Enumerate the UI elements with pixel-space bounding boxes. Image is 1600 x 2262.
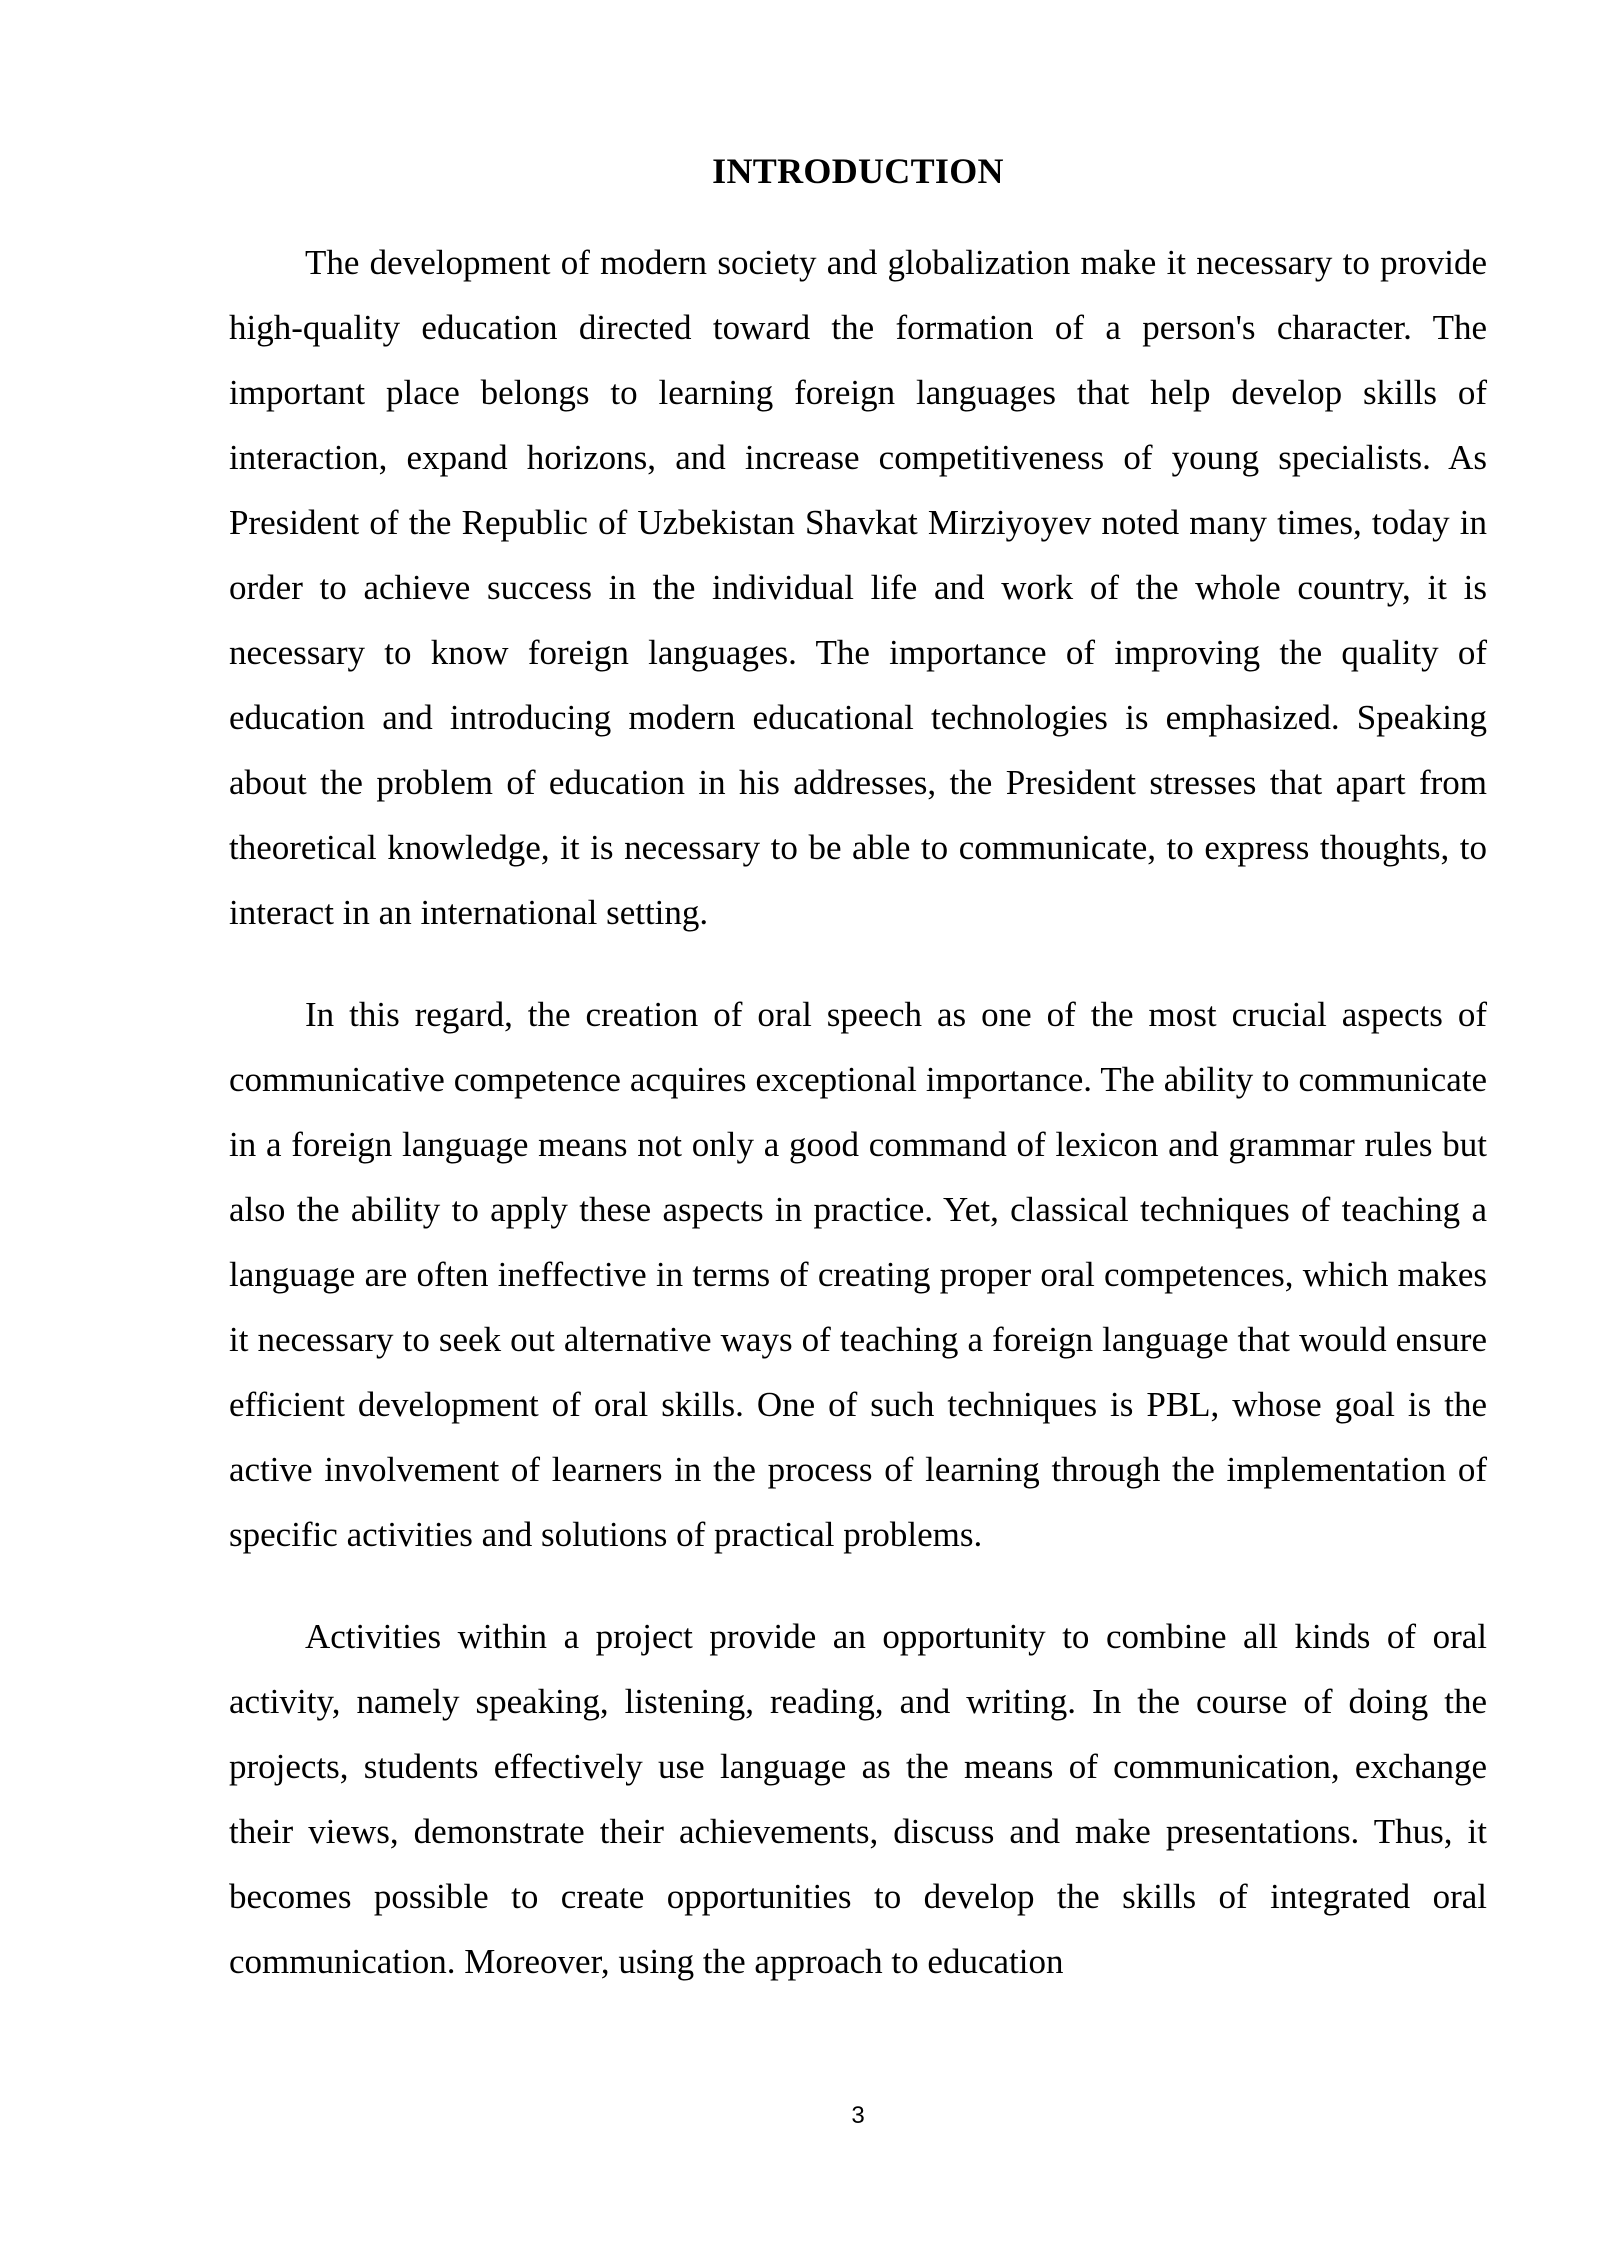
body-text [229, 230, 1487, 1994]
section-heading: INTRODUCTION [712, 151, 1004, 191]
paragraph-1: The development of modern society and globalization make it necessary to provide high-quality education directed toward the formation of a person's character. The important place belongs to learning foreign languages that help develop skills of interaction, expand horizons, and increase competitiveness of young specialists. As President of the Republic of Uzbekistan Shavkat Mirziyoyev noted many times, today in order to achieve success in the individual life and work of the whole country, it is necessary to know foreign languages. The importance of improving the quality of education and introducing modern educational technologies is emphasized. Speaking about the problem of education in his addresses, the President stresses that apart from theoretical knowledge, it is necessary to be able to communicate, to express thoughts, to interact in an international setting. [229, 243, 1487, 932]
page-number: 3 [851, 2102, 865, 2129]
paragraph-3: Activities within a project provide an opportunity to combine all kinds of oral activity, namely speaking, listening, reading, and writing. In the course of doing the projects, students effectively use language as the means of communication, exchange their views, demonstrate their achievements, discuss and make presentations. Thus, it becomes possible to create opportunities to develop the skills of integrated oral communication. Moreover, using the approach to education [229, 1617, 1487, 1981]
paragraph-2: In this regard, the creation of oral speech as one of the most crucial aspects of communicative competence acquires exceptional importance. The ability to communicate in a foreign language means not only a good command of lexicon and grammar rules but also the ability to apply these aspects in practice. Yet, classical techniques of teaching a language are often ineffective in terms of creating proper oral competences, which makes it necessary to seek out alternative ways of teaching a foreign language that would ensure efficient development of oral skills. One of such techniques is PBL, whose goal is the active involvement of learners in the process of learning through the implementation of specific activities and solutions of practical problems. [229, 995, 1487, 1554]
